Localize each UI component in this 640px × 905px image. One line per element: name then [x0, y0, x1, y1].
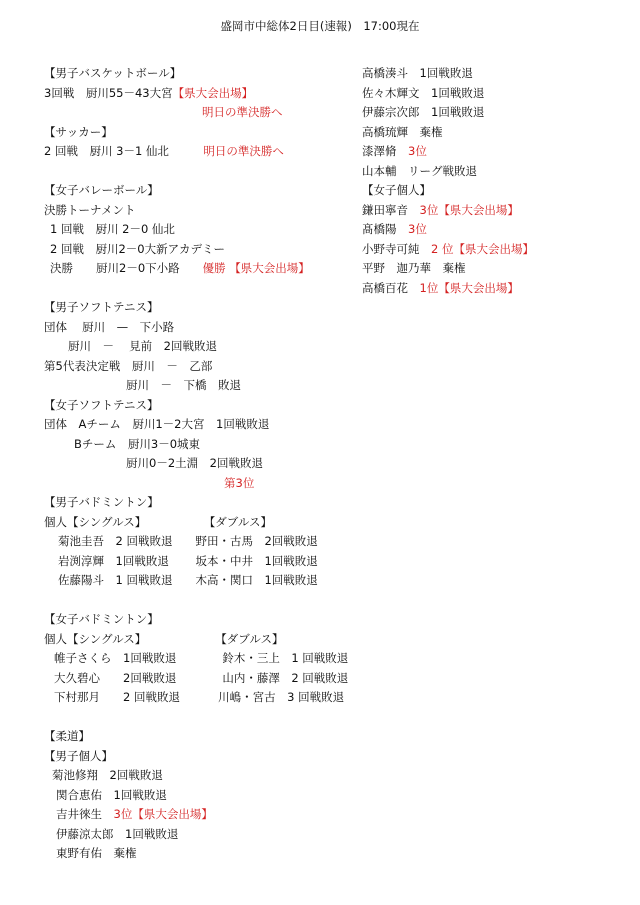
text-segment: 【男子バドミントン】 — [44, 495, 159, 509]
text-segment: 決勝 厨川2－0下小路 — [50, 261, 203, 275]
text-segment: 山本輔 リーグ戦敗退 — [362, 163, 477, 178]
highlight-text: 明日の準決勝へ — [203, 144, 284, 158]
result-line — [44, 318, 344, 338]
text-segment: 厨川 － 見前 2回戦敗退 — [68, 339, 217, 353]
text-segment: 菊池圭吾 2 回戦敗退 野田・古馬 2回戦敗退 — [58, 534, 318, 548]
result-line — [44, 357, 344, 377]
result-line — [44, 435, 344, 455]
result-line — [44, 201, 344, 221]
result-line — [44, 493, 344, 513]
text-segment: 小野寺可純 — [362, 241, 431, 256]
result-line — [362, 162, 622, 182]
result-line — [362, 84, 622, 104]
result-line — [44, 825, 344, 845]
text-segment: 高橋百花 — [362, 280, 420, 295]
text-segment: 髙橋陽 — [362, 222, 408, 236]
blank-line — [44, 591, 344, 611]
result-line — [44, 181, 344, 201]
result-line — [362, 259, 622, 279]
result-line — [44, 337, 344, 357]
text-segment: 大久碧心 2回戦敗退 山内・藤澤 2 回戦敗退 — [54, 670, 349, 685]
text-segment: 東野有佑 棄権 — [56, 846, 137, 860]
result-line — [44, 649, 349, 669]
text-segment: 【男子バスケットボール】 — [44, 66, 182, 80]
text-segment: 帷子さくら 1回戦敗退 鈴木・三上 1 回戦敗退 — [54, 651, 349, 665]
text-segment: 【女子バドミントン】 — [44, 612, 159, 626]
text-segment: 1 回戦 厨川 2－0 仙北 — [50, 222, 175, 236]
highlight-text: 3位 — [408, 144, 427, 158]
highlight-text: 優勝 【県大会出場】 — [202, 261, 310, 275]
right-column — [362, 64, 622, 298]
result-line — [362, 240, 622, 260]
result-line — [44, 240, 344, 260]
text-segment: 団体 厨川 — 下小路 — [44, 319, 175, 334]
highlight-text: 3位 — [408, 222, 427, 236]
result-line — [44, 142, 344, 162]
text-segment: 佐々木輝文 1回戦敗退 — [362, 85, 485, 100]
blank-line — [44, 162, 344, 182]
text-segment: 【女子ソフトテニス】 — [44, 397, 159, 412]
text-segment: 第5代表決定戦 厨川 － 乙部 — [44, 358, 213, 373]
result-line — [44, 513, 344, 533]
result-line — [44, 805, 344, 825]
text-segment: 【柔道】 — [44, 729, 90, 743]
result-line — [44, 552, 344, 572]
result-line — [362, 220, 622, 240]
result-line — [44, 415, 344, 435]
text-segment: 【男子個人】 — [44, 748, 113, 763]
text-segment: 菊池修翔 2回戦敗退 — [52, 768, 163, 782]
result-line — [44, 298, 344, 318]
result-line — [44, 532, 344, 552]
text-segment: 個人【シングルス】 【ダブルス】 — [44, 631, 284, 646]
result-line — [44, 571, 344, 591]
text-segment: 【サッカー】 — [44, 124, 113, 139]
text-segment: 高橋琉輝 棄権 — [362, 124, 443, 139]
text-segment: 伊藤涼太郎 1回戦敗退 — [56, 826, 179, 841]
result-line — [44, 396, 344, 416]
text-segment: 岩渕淳輝 1回戦敗退 坂本・中井 1回戦敗退 — [58, 553, 318, 568]
highlight-text: 3位【県大会出場】 — [419, 202, 519, 217]
text-segment: 関合恵佑 1回戦敗退 — [56, 787, 167, 802]
text-segment: 3回戦 厨川55－43大宮 — [44, 85, 173, 100]
page-title: 盛岡市中総体2日目(速報) 17:00現在 — [220, 19, 420, 33]
result-line — [44, 103, 344, 123]
result-line — [44, 376, 344, 396]
text-segment: Bチーム 厨川3－0城東 — [74, 436, 201, 451]
text-segment: 2 回戦 厨川2－0大新アカデミー — [50, 241, 225, 256]
result-line — [44, 474, 344, 494]
text-segment: 個人【シングルス】 【ダブルス】 — [44, 514, 272, 529]
result-line — [44, 259, 344, 279]
text-segment: 厨川 － 下橋 敗退 — [126, 378, 241, 392]
text-segment: 決勝トーナメント — [44, 202, 136, 217]
highlight-text: 第3位 — [224, 475, 255, 490]
highlight-text: 2 位【県大会出場】 — [431, 241, 534, 256]
result-line — [44, 688, 344, 708]
text-segment: 伊藤宗次郎 1回戦敗退 — [362, 105, 485, 119]
text-segment: 下村那月 2 回戦敗退 川嶋・宮古 3 回戦敗退 — [54, 690, 345, 704]
result-line — [44, 786, 344, 806]
result-line — [362, 123, 622, 143]
result-line — [362, 279, 622, 299]
result-line — [44, 610, 344, 630]
blank-line — [44, 279, 344, 299]
highlight-text: 【県大会出場】 — [172, 85, 254, 100]
result-line — [44, 747, 344, 767]
result-line — [44, 123, 344, 143]
result-line — [44, 220, 344, 240]
result-line — [44, 844, 344, 864]
text-segment: 吉井徠生 — [56, 807, 114, 821]
text-segment: 鎌田寧音 — [362, 202, 420, 217]
text-segment: 平野 迦乃華 棄権 — [362, 261, 466, 275]
text-segment: 【女子バレーボール】 — [44, 183, 159, 197]
result-line — [362, 64, 622, 84]
result-line — [362, 181, 622, 201]
highlight-text: 1位【県大会出場】 — [419, 280, 519, 295]
result-line — [44, 454, 344, 474]
result-line — [44, 630, 344, 650]
result-line — [44, 766, 344, 786]
text-segment: 漆澤脩 — [362, 144, 408, 158]
text-segment: 佐藤陽斗 1 回戦敗退 木高・関口 1回戦敗退 — [58, 573, 318, 587]
blank-line — [44, 708, 344, 728]
left-column — [44, 64, 349, 864]
result-line — [44, 84, 344, 104]
text-segment: 2 回戦 厨川 3－1 仙北 — [44, 144, 204, 158]
result-line — [362, 142, 622, 162]
result-line — [44, 727, 344, 747]
result-line — [44, 64, 344, 84]
text-segment: 【女子個人】 — [362, 183, 431, 197]
text-segment: 団体 Aチーム 厨川1－2大宮 1回戦敗退 — [44, 417, 270, 431]
result-line — [362, 103, 622, 123]
result-line — [44, 669, 349, 689]
highlight-text: 明日の準決勝へ — [202, 105, 283, 119]
result-line — [362, 201, 622, 221]
text-segment: 厨川0－2土淵 2回戦敗退 — [126, 456, 263, 470]
text-segment: 【男子ソフトテニス】 — [44, 300, 159, 314]
text-segment: 高橋湊斗 1回戦敗退 — [362, 66, 473, 80]
highlight-text: 3位【県大会出場】 — [113, 807, 213, 821]
